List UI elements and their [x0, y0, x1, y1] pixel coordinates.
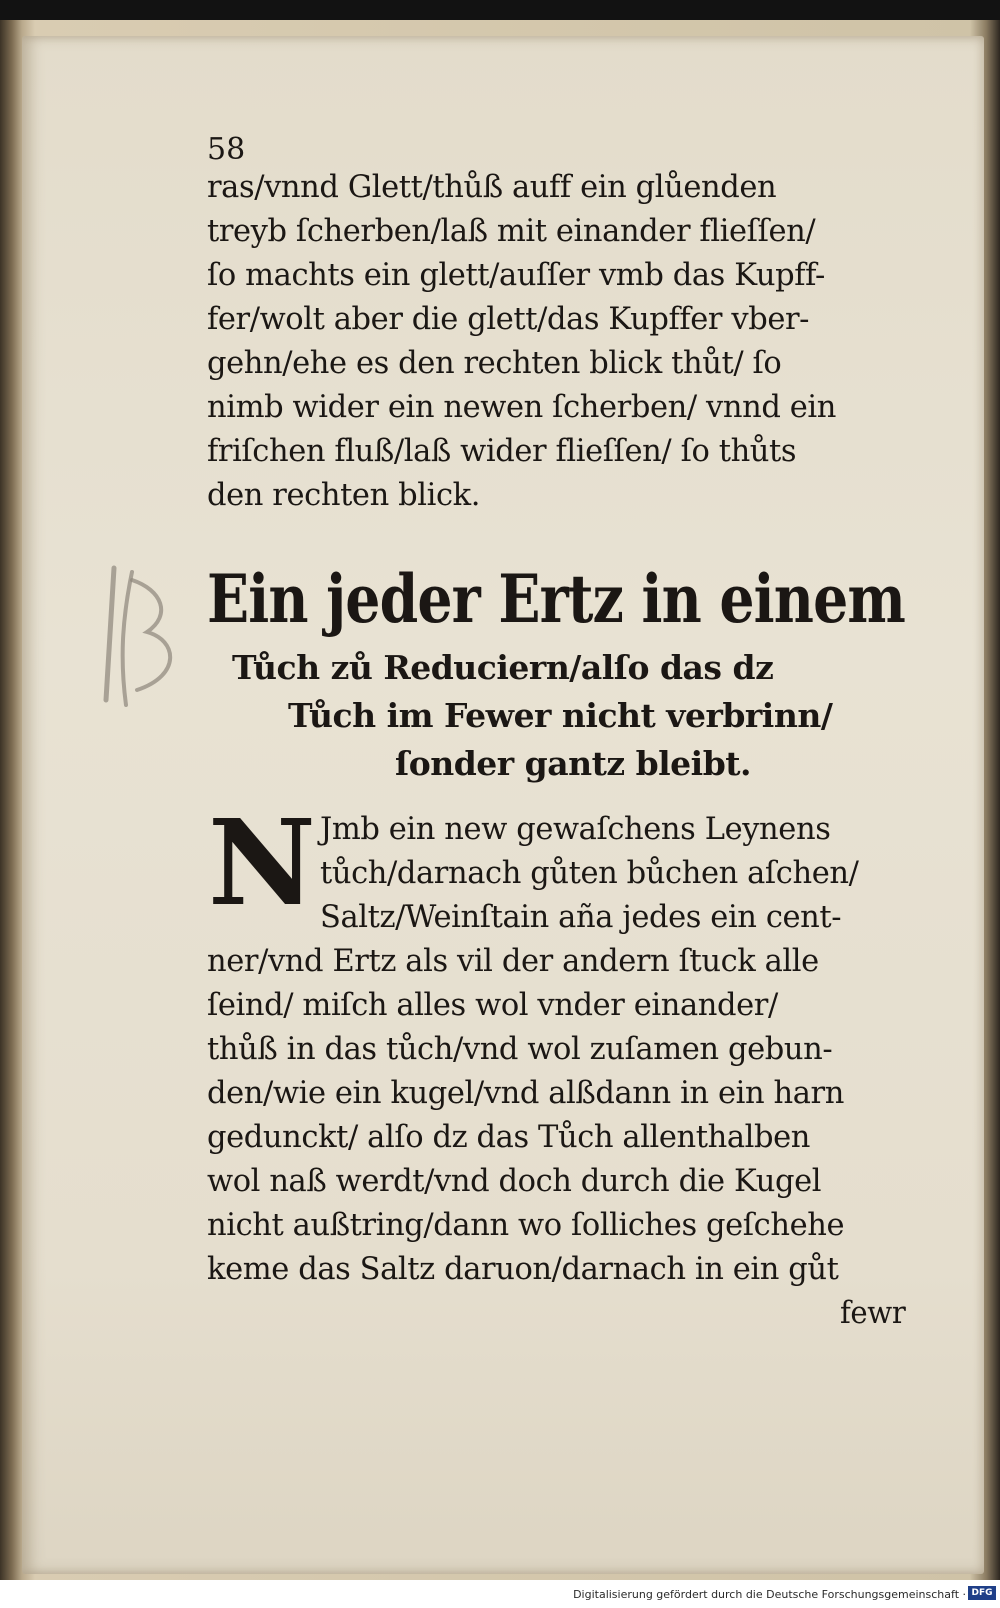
- paragraph1-line: gehn/ehe es den rechten blick thůt/ ſo: [207, 346, 782, 381]
- pencil-mark-icon: [92, 560, 202, 710]
- paragraph2-line: gedunckt/ alſo dz das Tůch allenthalben: [207, 1120, 811, 1155]
- paragraph2-line: nicht außtring/dann wo ſolliches geſchehe: [207, 1208, 845, 1243]
- paragraph2-line: thůß in das tůch/vnd wol zuſamen gebun-: [207, 1032, 833, 1067]
- section-subheading-line: Tůch zů Reduciern/alſo das dz: [232, 648, 774, 687]
- top-border: [0, 0, 1000, 20]
- paragraph1-line: den rechten blick.: [207, 478, 481, 513]
- footer-credit: Digitalisierung gefördert durch die Deutsche Forschungsgemeinschaft ·: [573, 1588, 966, 1601]
- dfg-logo: DFG: [968, 1586, 996, 1600]
- paragraph1-line: ras/vnnd Glett/thůß auff ein glůenden: [207, 170, 777, 205]
- section-subheading-line: Tůch im Fewer nicht verbrinn/: [288, 696, 833, 735]
- paragraph2-line: Saltz/Weinſtain aña jedes ein cent-: [320, 900, 842, 935]
- paragraph1-line: friſchen fluß/laß wider flieſſen/ ſo thůts: [207, 434, 797, 469]
- paragraph2-line: wol naß werdt/vnd doch durch die Kugel: [207, 1164, 822, 1199]
- catchword: fewr: [840, 1296, 906, 1331]
- paragraph1-line: nimb wider ein newen ſcherben/ vnnd ein: [207, 390, 836, 425]
- paragraph2-line: ner/vnd Ertz als vil der andern ſtuck alle: [207, 944, 819, 979]
- drop-cap: N: [208, 793, 316, 932]
- paragraph2-line: keme das Saltz daruon/darnach in ein gůt: [207, 1252, 839, 1287]
- section-subheading-line: ſonder gantz bleibt.: [395, 744, 752, 783]
- paragraph2-line: tůch/darnach gůten bůchen aſchen/: [320, 856, 859, 891]
- page-number: 58: [207, 132, 246, 167]
- paragraph2-line: ſeind/ miſch alles wol vnder einander/: [207, 988, 778, 1023]
- paragraph1-line: fer/wolt aber die glett/das Kupffer vber-: [207, 302, 810, 337]
- paragraph2-line: den/wie ein kugel/vnd alßdann in ein harn: [207, 1076, 844, 1111]
- section-heading: Ein jeder Ertz in einem: [207, 560, 906, 638]
- paragraph2-line: Jmb ein new gewaſchens Leynens: [320, 812, 831, 847]
- paragraph1-line: ſo machts ein glett/auſſer vmb das Kupff-: [207, 258, 825, 293]
- paragraph1-line: treyb ſcherben/laß mit einander flieſſen/: [207, 214, 816, 249]
